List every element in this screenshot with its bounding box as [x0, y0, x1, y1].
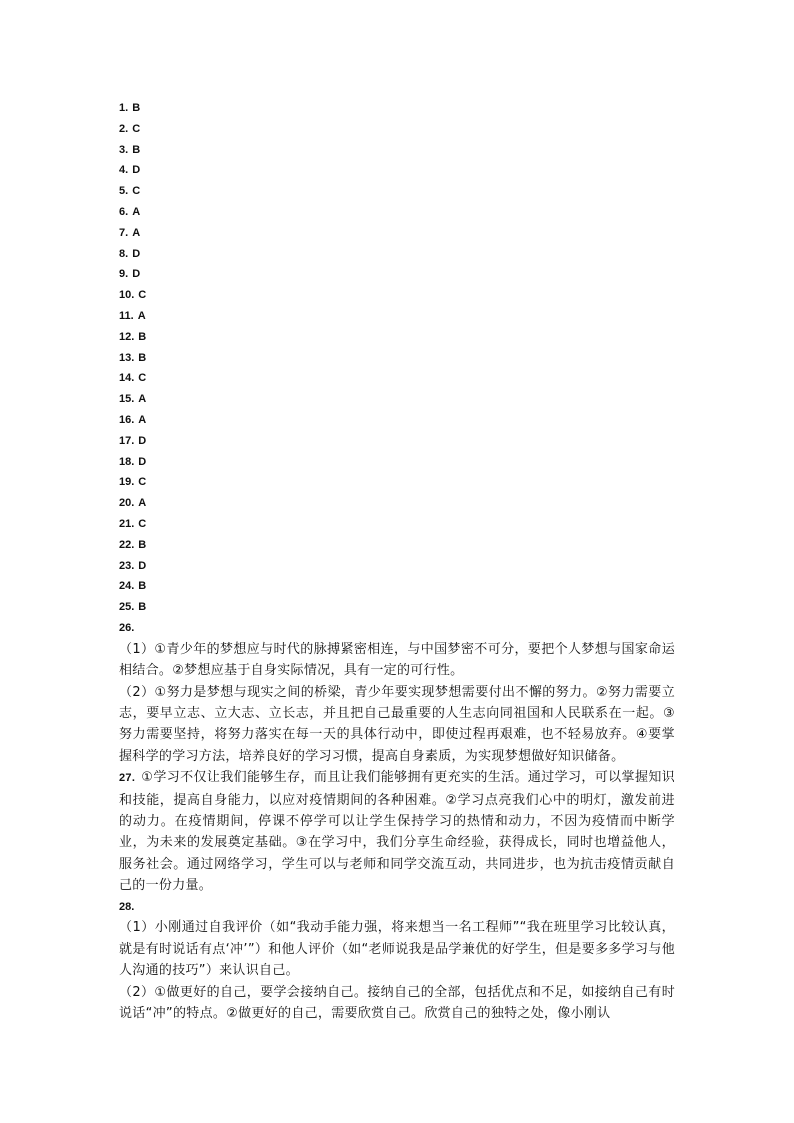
answer-choice: C — [138, 289, 147, 302]
answer-choice: B — [138, 351, 147, 364]
answer-choice: D — [132, 268, 141, 281]
answer-choice: A — [138, 497, 147, 510]
answer-item — [119, 223, 675, 244]
answer-item — [119, 410, 675, 431]
answer-item — [119, 327, 675, 348]
answer-number: 23. — [119, 559, 135, 572]
q27-text: ①学习不仅让我们能够生存，而且让我们能够拥有更充实的生活。通过学习，可以掌握知识和技能，提高自身能力，以应对疫情期间的各种困难。②学习点亮我们心中的明灯，激发前进的动力。在疫情期间，停课不停学可以让学生保持学习的热情和动力，不因为疫情而中断学业，为未来的发展奠定基础。③在学习中，我们分享生命经验，获得成长，同时也增益他人，服务社会。通过网络学习，学生可以与老师和同学交流互动，共同进步，也为抗击疫情贡献自己的一份力量。 — [119, 770, 675, 894]
q26-part2: （2）①努力是梦想与现实之间的桥梁，青少年要实现梦想需要付出不懈的努力。②努力需要立志，要早立志、立大志、立长志，并且把自己最重要的人生志向同祖国和人民联系在一起。③努力需要坚持，将努力落实在每一天的具体行动中，即使过程再艰难，也不轻易放弃。④要掌握科学的学习方法，培养良好的学习习惯，提高自身素质，为实现梦想做好知识储备。 — [119, 684, 675, 764]
answer-number: 2. — [119, 122, 129, 135]
answer-item — [119, 98, 675, 119]
answer-choice: B — [138, 538, 147, 551]
answer-item — [119, 514, 675, 535]
answer-choice: A — [138, 413, 147, 426]
answer-choice: B — [138, 330, 147, 343]
answer-number: 11. — [119, 309, 134, 322]
answer-number: 14. — [119, 372, 135, 385]
answer-choice: A — [132, 205, 141, 218]
answer-item — [119, 535, 675, 556]
answer-choice: C — [132, 185, 141, 198]
answer-number: 10. — [119, 289, 135, 302]
answer-number: 25. — [119, 601, 135, 614]
answer-number: 8. — [119, 247, 129, 260]
answer-number: 5. — [119, 185, 129, 198]
answer-number: 9. — [119, 268, 129, 281]
answer-item — [119, 597, 675, 618]
answer-number: 21. — [119, 517, 135, 530]
answer-item — [119, 244, 675, 265]
answer-document — [119, 98, 675, 1024]
q28-part1: （1）小刚通过自我评价（如“我动手能力强，将来想当一名工程师”“我在班里学习比较认真，就是有时说话有点‘冲’”）和他人评价（如“老师说我是品学兼优的好学生，但是要多多学习与他人沟通的技巧”）来认识自己。 — [119, 920, 675, 979]
answer-choice: D — [132, 247, 141, 260]
choice-answer-list — [119, 98, 675, 618]
answer-choice: D — [138, 559, 147, 572]
answer-item — [119, 202, 675, 223]
answer-number: 1. — [119, 102, 129, 114]
answer-item — [119, 452, 675, 473]
answer-choice: C — [132, 122, 141, 135]
answer-item — [119, 306, 675, 327]
answer-choice: C — [138, 372, 147, 385]
answer-item — [119, 264, 675, 285]
answer-number: 20. — [119, 497, 135, 510]
answer-item — [119, 181, 675, 202]
answer-choice: A — [138, 393, 147, 406]
answer-item — [119, 389, 675, 410]
answer-item — [119, 576, 675, 597]
answer-choice: C — [138, 476, 147, 489]
answer-number: 24. — [119, 580, 135, 593]
answer-number: 3. — [119, 143, 129, 156]
answer-choice: D — [138, 434, 147, 447]
q28-part2: （2）①做更好的自己，要学会接纳自己。接纳自己的全部，包括优点和不足，如接纳自己有时说话“冲”的特点。②做更好的自己，需要欣赏自己。欣赏自己的独特之处，像小刚认 — [119, 984, 675, 1022]
answer-choice: A — [132, 226, 141, 239]
answer-choice: B — [138, 601, 147, 614]
answer-item — [119, 368, 675, 389]
answer-number: 17. — [119, 434, 135, 447]
answer-number: 13. — [119, 351, 135, 364]
answer-choice: D — [138, 455, 147, 468]
answer-item — [119, 431, 675, 452]
answer-number: 18. — [119, 455, 135, 468]
answer-item — [119, 160, 675, 181]
answer-choice: B — [132, 102, 141, 114]
answer-choice: D — [132, 164, 141, 177]
answer-number: 7. — [119, 226, 129, 239]
answer-item — [119, 285, 675, 306]
answer-number: 6. — [119, 205, 129, 218]
q26-part1: （1）①青少年的梦想应与时代的脉搏紧密相连，与中国梦密不可分，要把个人梦想与国家命运相结合。②梦想应基于自身实际情况，具有一定的可行性。 — [119, 641, 675, 679]
answer-choice: B — [132, 143, 141, 156]
answer-number: 19. — [119, 476, 135, 489]
answer-number: 12. — [119, 330, 135, 343]
answer-item — [119, 119, 675, 140]
q27-answer — [119, 767, 675, 896]
answer-choice: B — [138, 580, 147, 593]
answer-number: 4. — [119, 164, 129, 177]
answer-number: 16. — [119, 413, 135, 426]
answer-item — [119, 140, 675, 161]
answer-item — [119, 348, 675, 369]
answer-number: 22. — [119, 538, 135, 551]
answer-choice: C — [138, 517, 147, 530]
q26-title: 26. — [119, 621, 135, 634]
answer-item — [119, 556, 675, 577]
q27-title: 27. — [119, 772, 136, 785]
answer-item — [119, 472, 675, 493]
answer-number: 15. — [119, 393, 135, 406]
answer-item — [119, 493, 675, 514]
answer-choice: A — [137, 309, 146, 322]
q28-title: 28. — [119, 900, 135, 913]
